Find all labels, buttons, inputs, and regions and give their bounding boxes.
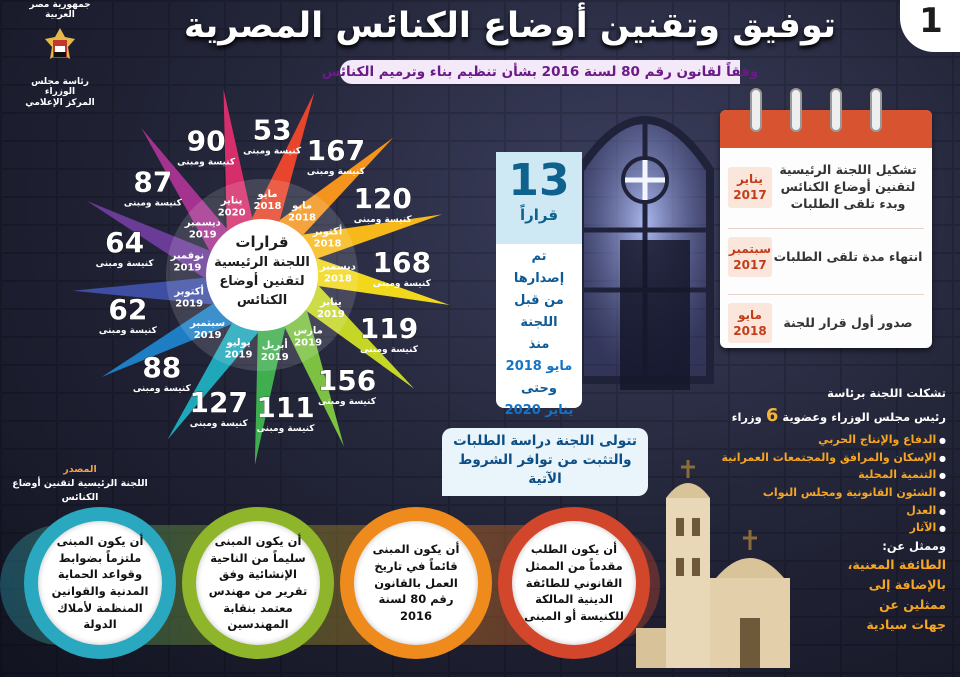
counter-line2: إصدارها (513, 271, 565, 286)
segment-year: 2020 (217, 207, 246, 219)
calendar-event: تشكيل اللجنة الرئيسية لتقنين أوضاع الكنائس وبدء تلقى الطلبات (779, 162, 917, 211)
source-text: اللجنة الرئيسية لتقنين أوضاع الكنائس (12, 477, 148, 503)
eagle-emblem-icon (43, 25, 77, 71)
segment-month: نوفمبر (170, 250, 205, 262)
representatives-intro: وممثل عن: (882, 538, 946, 553)
segment-year: 2019 (294, 337, 323, 349)
center-text-line: قرارات (235, 233, 289, 251)
segment-month: ديسمبر (319, 261, 356, 273)
representative-item: جهات سيادية (866, 617, 946, 633)
church-illustration (636, 458, 796, 668)
calendar-date (728, 167, 772, 207)
calendar-date (728, 303, 772, 343)
segment-label: كنيسة ومبنى (306, 167, 365, 178)
source-label: المصدر (63, 464, 97, 475)
counter-from-date: مايو 2018 (505, 359, 573, 374)
ministry-item: ● العدل (714, 502, 946, 520)
center-text-line: اللجنة الرئيسية (214, 255, 310, 270)
ministry-item: ● الآثار (714, 519, 946, 537)
calendar-month: سبتمبر (728, 242, 771, 256)
segment-year: 2018 (323, 273, 352, 285)
committee-intro: تشكلت اللجنة برئاسة (827, 386, 946, 400)
calendar-month: مايو (738, 308, 762, 322)
page-number: 1 (900, 0, 960, 52)
segment-count: 87 (133, 165, 173, 199)
counter-to-date: يناير 2020 (504, 403, 574, 418)
representative-item: بالإضافة إلى (868, 577, 946, 593)
center-text-line: لتقنين أوضاع (219, 274, 305, 289)
segment-label: كنيسة ومبنى (359, 344, 418, 355)
condition-text: أن يكون المبنى سليماً من الناحية الإنشائية وفق تقرير من مهندس معتمد بنقابة المهندسين (196, 521, 320, 645)
segment-year: 2019 (173, 262, 202, 274)
segment-year: 2018 (253, 201, 282, 213)
calendar-row (728, 162, 924, 213)
condition-circle (498, 507, 650, 659)
segment-year: 2019 (224, 349, 253, 361)
calendar-date (728, 237, 772, 277)
committee-notice: تتولى اللجنة دراسة الطلبات والتثبت من توافر الشروط الآتية (442, 428, 648, 496)
segment-count: 90 (186, 124, 226, 158)
page-subtitle: وفقاً لقانون رقم 80 لسنة 2016 بشأن تنظيم بناء وترميم الكنائس (340, 60, 740, 84)
segment-month: يوليو (226, 337, 251, 349)
decisions-wheel (20, 90, 500, 460)
segment-month: أكتوبر (312, 226, 343, 238)
representative-item: الطائفة المعنية، (847, 557, 946, 573)
condition-circle (24, 507, 176, 659)
ministers-word: وزراء (731, 410, 762, 425)
logo-line3: المركز الإعلامي (25, 97, 95, 108)
segment-label: كنيسة ومبنى (132, 383, 191, 394)
page-title: توفيق وتقنين أوضاع الكنائس المصرية (183, 6, 837, 46)
calendar-year: 2018 (733, 324, 767, 339)
committee-chair-text: رئيس مجلس الوزراء وعضوية (782, 410, 946, 425)
segment-label: كنيسة ومبنى (318, 397, 376, 408)
segment-count: 127 (189, 386, 248, 420)
segment-month: يناير (220, 195, 243, 207)
condition-text: أن يكون الطلب مقدماً من الممثل القانوني للطائفة الدينية المالكة للكنيسة أو المبنى (512, 521, 636, 645)
center-text-line: الكنائس (236, 293, 288, 308)
segment-label: كنيسة ومبنى (256, 424, 315, 435)
segment-month: ديسمبر (184, 217, 221, 229)
segment-month: أكتوبر (174, 286, 204, 298)
calendar-row (728, 294, 924, 343)
ministry-item: ● الشئون القانونية ومجلس النواب (714, 484, 946, 502)
representative-item: ممثلين عن (879, 597, 946, 613)
segment-month: سبتمبر (190, 318, 226, 330)
committee-chair (714, 402, 946, 431)
source-note (10, 463, 150, 504)
segment-year: 2019 (193, 330, 222, 342)
segment-year: 2019 (317, 309, 345, 321)
segment-month: مارس (293, 325, 323, 337)
segment-month: أبريل (261, 339, 288, 351)
calendar-ring-icon (870, 88, 882, 132)
segment-count: 62 (108, 293, 148, 327)
segment-month: يناير (320, 297, 342, 309)
altar-silhouette (620, 240, 690, 390)
calendar-ring-icon (790, 88, 802, 132)
segment-count: 156 (317, 364, 377, 398)
counter-top (496, 152, 582, 244)
segment-label: كنيسة ومبنى (95, 259, 154, 270)
ministry-item: ● الدفاع والإنتاج الحربي (714, 431, 946, 449)
condition-text: أن يكون المبنى ملتزماً بضوابط وقواعد الحماية المدنية والقوانين المنظمة لأملاك الدولة (38, 521, 162, 645)
calendar-row (728, 228, 924, 277)
counter-line4: منذ (528, 337, 550, 352)
segment-label: كنيسة ومبنى (98, 326, 157, 337)
segment-label: كنيسة ومبنى (189, 419, 248, 430)
segment-count: 119 (359, 311, 419, 345)
segment-label: كنيسة ومبنى (372, 279, 431, 290)
calendar-event: انتهاء مدة تلقى الطلبات (773, 248, 923, 264)
calendar-ring-icon (750, 88, 762, 132)
logo-line1: جمهورية مصر العربية (29, 0, 91, 21)
segment-count: 120 (353, 182, 412, 216)
calendar-year: 2017 (733, 188, 767, 203)
calendar-event: صدور أول قرار للجنة (783, 314, 913, 330)
segment-year: 2018 (288, 212, 317, 224)
segment-count: 111 (256, 391, 315, 425)
timeline-calendar (720, 88, 932, 348)
segment-count: 167 (306, 134, 366, 168)
segment-year: 2019 (188, 229, 217, 241)
calendar-month: يناير (737, 172, 763, 187)
segment-label: كنيسة ومبنى (177, 157, 236, 168)
ministry-item: ● التنمية المحلية (714, 466, 946, 484)
condition-circle (340, 507, 492, 659)
condition-text: أن يكون المبنى قائماً في تاريخ العمل بالقانون رقم 80 لسنة 2016 (354, 521, 478, 645)
logo-line2: رئاسة مجلس الوزراء (31, 77, 89, 98)
segment-month: مايو (257, 189, 278, 201)
ministers-count: 6 (765, 405, 779, 427)
counter-text (496, 244, 582, 422)
segment-year: 2019 (175, 298, 204, 310)
calendar-ring-icon (830, 88, 842, 132)
segment-year: 2018 (313, 238, 342, 250)
segment-count: 88 (142, 350, 182, 384)
segment-count: 168 (372, 246, 432, 280)
counter-unit: قراراً (519, 206, 559, 224)
segment-year: 2019 (260, 351, 289, 363)
decisions-counter (496, 152, 582, 418)
ministry-item: ● الإسكان والمرافق والمجتمعات العمرانية (714, 449, 946, 467)
condition-circle (182, 507, 334, 659)
segment-month: مايو (292, 200, 313, 212)
segment-count: 53 (252, 113, 292, 147)
counter-line1: تم (531, 249, 547, 264)
counter-until: وحتى (521, 381, 557, 396)
counter-line3: من قبل اللجنة (514, 293, 564, 330)
segment-label: كنيسة ومبنى (123, 198, 182, 209)
segment-count: 64 (105, 226, 145, 260)
segment-label: كنيسة ومبنى (243, 146, 302, 157)
calendar-year: 2017 (733, 258, 767, 273)
counter-number: 13 (508, 155, 570, 206)
segment-label: كنيسة ومبنى (353, 215, 412, 226)
